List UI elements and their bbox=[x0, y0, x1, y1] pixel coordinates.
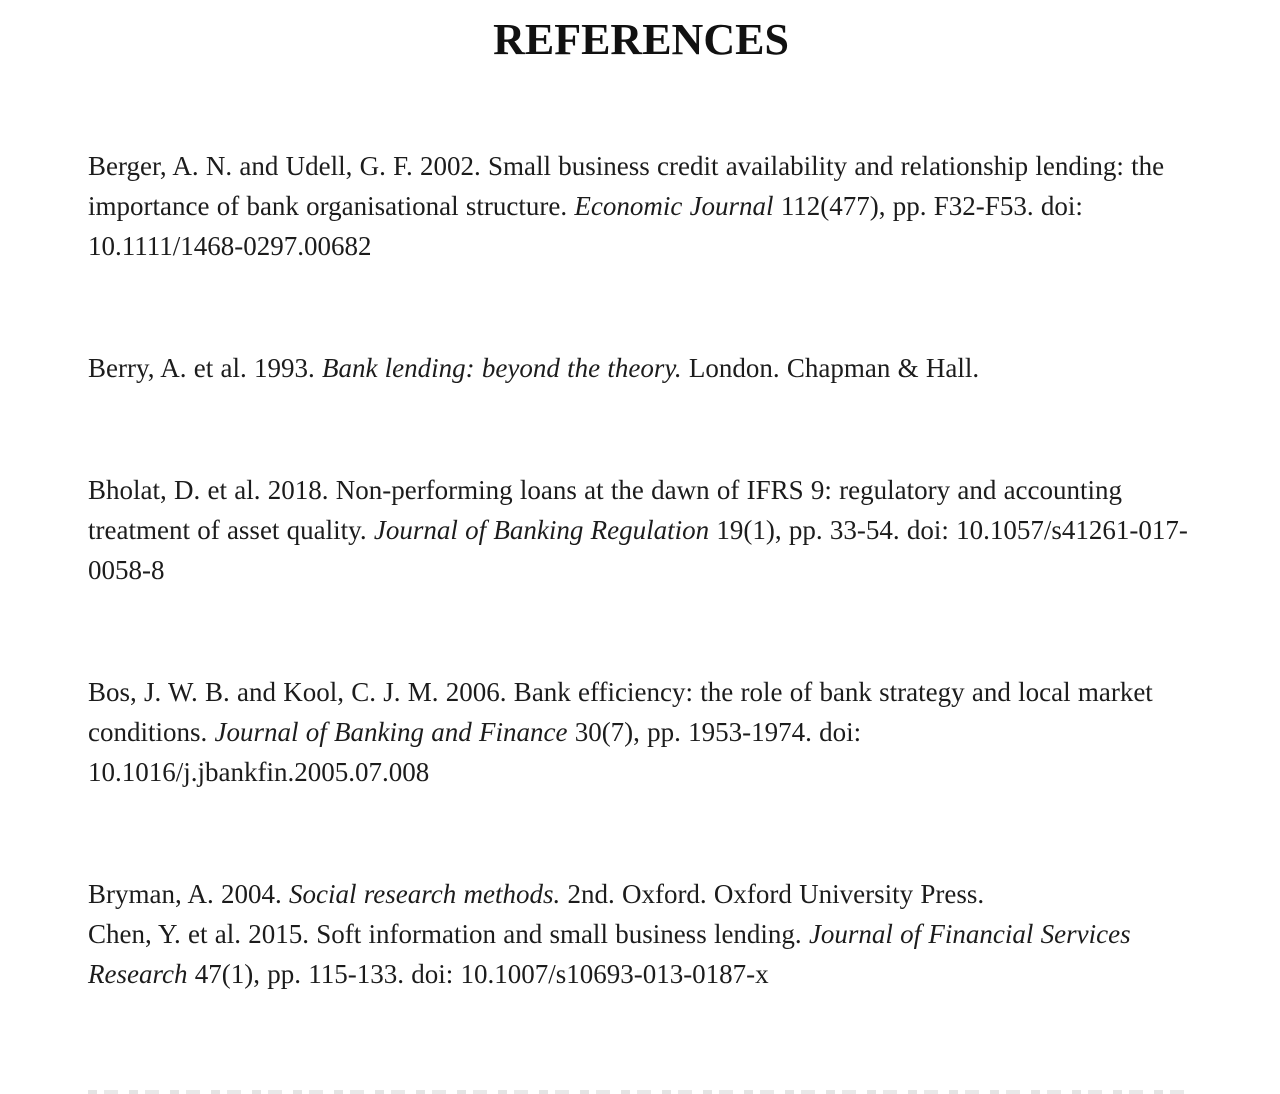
reference-text: 30(7), pp. 1953-1974. doi: 10.1016/j.jbankfin.2005.07.008 bbox=[88, 717, 862, 787]
reference-text: 112(477), pp. F32-F53. doi: 10.1111/1468-0297.00682 bbox=[88, 191, 1083, 261]
reference-block bbox=[88, 874, 1194, 994]
reference-entry bbox=[88, 874, 1194, 914]
work-title-italic: Journal of Banking Regulation bbox=[373, 515, 710, 545]
reference-text: 47(1), pp. 115-133. doi: 10.1007/s10693-013-0187-x bbox=[187, 959, 769, 989]
reference-text: London. Chapman & Hall. bbox=[681, 353, 980, 383]
clipped-next-line bbox=[88, 1090, 1184, 1094]
reference-entry bbox=[88, 914, 1194, 994]
document-page bbox=[0, 16, 1280, 1094]
reference-text: Bholat, D. et al. 2018. Non-performing loans at the dawn of IFRS 9: regulatory and accounting treatment of asset quality. bbox=[88, 475, 1123, 545]
reference-entry bbox=[88, 470, 1194, 590]
reference-text: Berry, A. et al. 1993. bbox=[88, 353, 322, 383]
work-title-italic: Social research methods. bbox=[289, 879, 561, 909]
reference-entry bbox=[88, 672, 1194, 792]
reference-text: Chen, Y. et al. 2015. Soft information and small business lending. bbox=[88, 919, 809, 949]
reference-text: 19(1), pp. 33-54. doi: 10.1057/s41261-017-0058-8 bbox=[88, 515, 1188, 585]
reference-entry bbox=[88, 146, 1194, 266]
reference-entry bbox=[88, 348, 1194, 388]
work-title-italic: Journal of Banking and Finance bbox=[214, 717, 568, 747]
reference-block bbox=[88, 348, 1194, 388]
work-title-italic: Journal of Financial Services Research bbox=[88, 919, 1131, 989]
reference-block bbox=[88, 672, 1194, 792]
page-title: REFERENCES bbox=[493, 15, 789, 64]
work-title-italic: Economic Journal bbox=[574, 191, 774, 221]
reference-block bbox=[88, 146, 1194, 266]
reference-text: 2nd. Oxford. Oxford University Press. bbox=[560, 879, 985, 909]
reference-text: Bos, J. W. B. and Kool, C. J. M. 2006. Bank efficiency: the role of bank strategy and local market conditions. bbox=[88, 677, 1153, 747]
reference-text: Berger, A. N. and Udell, G. F. 2002. Small business credit availability and relationship lending: the importance of bank organisational structure. bbox=[88, 151, 1165, 221]
references-list bbox=[88, 146, 1194, 994]
work-title-italic: Bank lending: beyond the theory. bbox=[321, 353, 682, 383]
reference-text: Bryman, A. 2004. bbox=[88, 879, 289, 909]
reference-block bbox=[88, 470, 1194, 590]
